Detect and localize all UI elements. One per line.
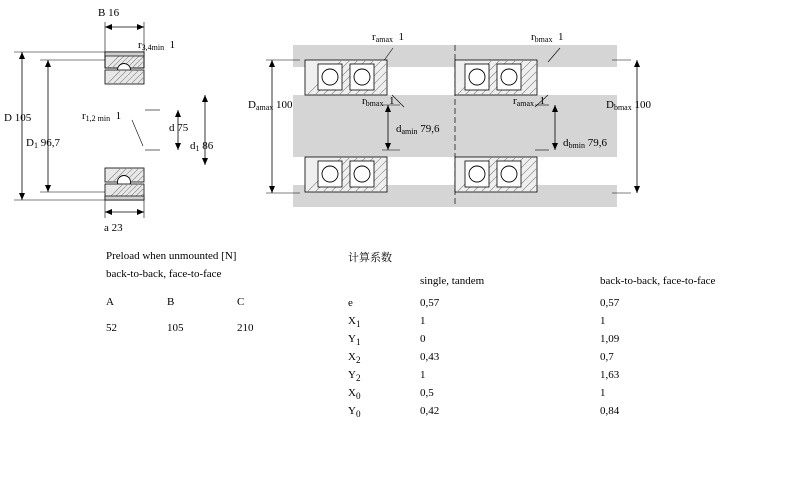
- factors-row-v1: 1: [420, 369, 426, 381]
- factors-row-v1: 0,43: [420, 351, 440, 363]
- label-dim-D: D 105: [4, 112, 32, 124]
- label-dim-r12: $r_{1,2 min}$ 1: [82, 110, 122, 123]
- factors-row-v1: 0,42: [420, 405, 440, 417]
- factors-row-v2: 0,57: [600, 297, 620, 309]
- factors-row-v1: 0,57: [420, 297, 440, 309]
- label-Dbmax: $D_{bmax}$ 100: [606, 99, 651, 112]
- bearing-section-right-lower-right: [455, 157, 537, 192]
- label-rbmax-top: $r_{bmax}$ 1: [531, 31, 564, 44]
- preload-value-A: 52: [106, 322, 117, 334]
- label-damin: $d_{amin}$ 79,6: [396, 123, 440, 136]
- factors-row-v2: 1: [600, 315, 606, 327]
- factors-col2-header: back-to-back, face-to-face: [600, 275, 716, 287]
- factors-row-name: $X_2$: [348, 351, 361, 366]
- factors-row-name: $Y_2$: [348, 369, 361, 384]
- preload-header-C: C: [237, 296, 245, 308]
- factors-row-v1: 0,5: [420, 387, 434, 399]
- label-ramax-top: $r_{amax}$ 1: [372, 31, 404, 44]
- preload-header-B: B: [167, 296, 175, 308]
- preload-value-B: 105: [167, 322, 184, 334]
- bearing-section-right-upper-right: [455, 60, 537, 95]
- factors-row-v2: 1: [600, 387, 606, 399]
- factors-row-v1: 1: [420, 315, 426, 327]
- label-dim-a: a 23: [104, 222, 123, 234]
- factors-row-name: $Y_0$: [348, 405, 361, 420]
- label-rbmax-inner: $r_{bmax}$ 1: [362, 95, 395, 108]
- label-dim-r34: $r_{3,4min}$ 1: [138, 39, 176, 52]
- label-dbmin: $d_{bmin}$ 79,6: [563, 137, 607, 150]
- preload-subtitle: back-to-back, face-to-face: [106, 268, 222, 280]
- factors-row-name: $X_0$: [348, 387, 361, 402]
- label-dim-B: B 16: [98, 7, 120, 19]
- label-dim-D1: $D_1$ 96,7: [26, 137, 60, 150]
- preload-value-C: 210: [237, 322, 254, 334]
- bearing-section-right-upper-left: [305, 60, 387, 95]
- bearing-section-left-upper: [105, 52, 144, 84]
- label-dim-d1: $d_1$ 86: [190, 140, 214, 153]
- bearing-section-left-lower: [105, 168, 144, 200]
- factors-row-v2: 0,84: [600, 405, 620, 417]
- factors-title: 计算系数: [348, 251, 392, 264]
- factors-row-name: $X_1$: [348, 315, 361, 330]
- factors-row-v2: 1,63: [600, 369, 620, 381]
- factors-row-name: $Y_1$: [348, 333, 361, 348]
- label-Damax: $D_{amax}$ 100: [248, 99, 293, 112]
- factors-row-v2: 0,7: [600, 351, 614, 363]
- factors-row-v1: 0: [420, 333, 426, 345]
- bearing-section-right-lower-left: [305, 157, 387, 192]
- factors-col1-header: single, tandem: [420, 275, 485, 287]
- preload-title: Preload when unmounted [N]: [106, 250, 237, 262]
- factors-row-name: e: [348, 297, 353, 309]
- label-dim-d: d 75: [169, 122, 189, 134]
- factors-row-v2: 1,09: [600, 333, 620, 345]
- label-ramax-inner: $r_{amax}$ 1: [513, 95, 545, 108]
- preload-header-A: A: [106, 296, 114, 308]
